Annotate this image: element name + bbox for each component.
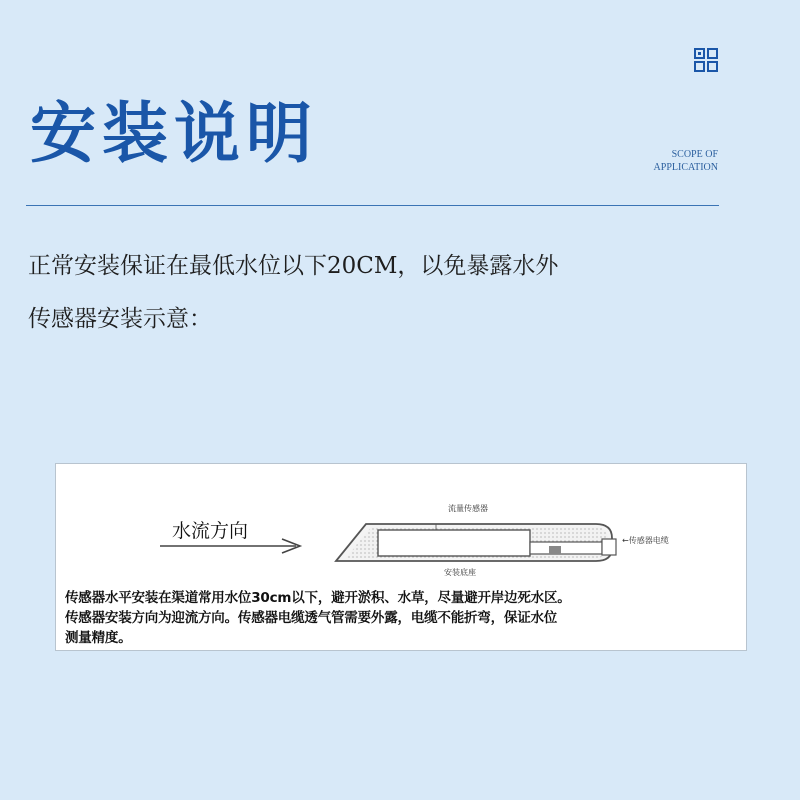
sensor-cable-block (530, 542, 602, 554)
scope-label (654, 148, 718, 174)
scope-line-1: SCOPE OF (671, 149, 718, 160)
label-sensor-cable: ←传感器电缆 (622, 536, 669, 545)
scope-line-2: APPLICATION (653, 162, 718, 173)
grid-logo-icon (694, 48, 718, 72)
flow-direction-label: 水流方向 (172, 520, 249, 542)
diagram-note-line-3: 测量精度。 (65, 630, 132, 646)
installation-diagram (55, 463, 747, 651)
label-mounting-base: 安装底座 (444, 568, 476, 577)
flow-sensor-body (378, 530, 530, 556)
instruction-line-1: 正常安装保证在最低水位以下20CM，以免暴露水外 (28, 253, 559, 279)
page-title: 安装说明 (30, 95, 318, 172)
label-flow-sensor: 流量传感器 (448, 504, 488, 513)
instruction-line-2: 传感器安装示意： (28, 306, 212, 332)
cable-clamp (549, 546, 561, 554)
diagram-note-line-2: 传感器安装方向为迎流方向。传感器电缆透气管需要外露，电缆不能折弯，保证水位 (65, 610, 558, 626)
diagram-note-line-1: 传感器水平安装在渠道常用水位30cm以下，避开淤积、水草，尽量避开岸边死水区。 (65, 590, 571, 606)
header-divider (26, 205, 719, 206)
cable-exit (602, 539, 616, 555)
